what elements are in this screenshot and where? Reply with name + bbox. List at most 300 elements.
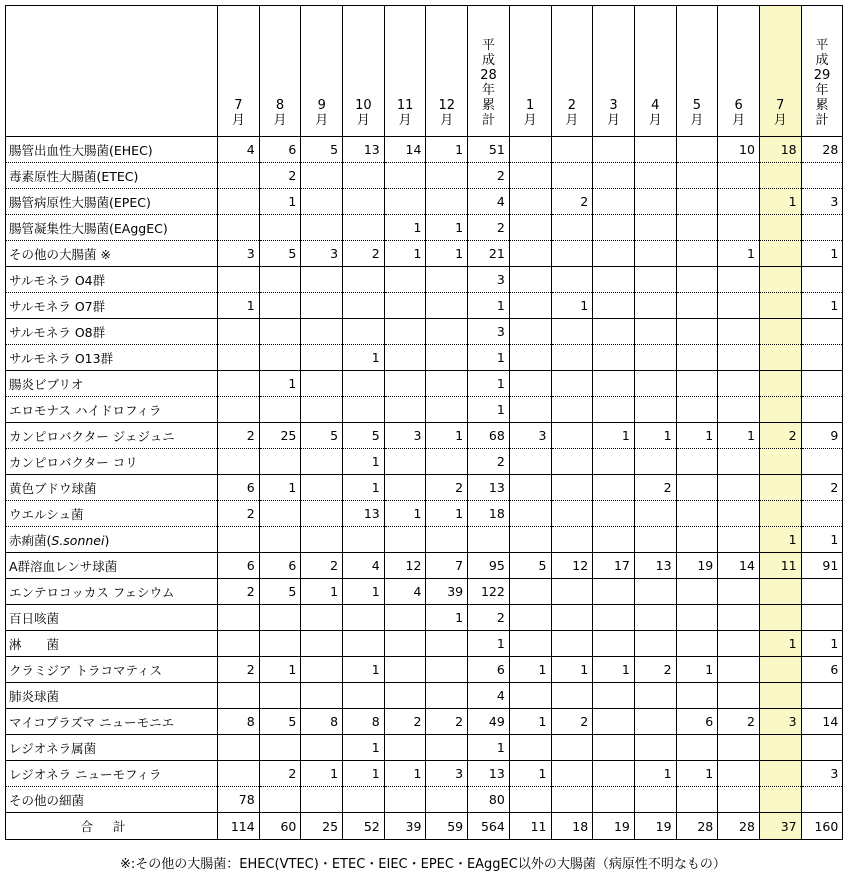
count-cell: 6 [259,553,301,579]
count-cell [676,397,718,423]
count-cell [718,735,760,761]
count-cell [509,631,551,657]
count-cell [759,501,801,527]
count-cell: 21 [468,241,510,267]
count-cell: 6 [218,553,260,579]
count-cell [259,449,301,475]
table-row [6,605,843,631]
count-cell [301,345,343,371]
column-header [384,6,426,137]
count-cell [551,683,593,709]
table-row [6,215,843,241]
count-cell [426,319,468,345]
count-cell: 3 [384,423,426,449]
count-cell [634,605,676,631]
count-cell [593,787,635,813]
column-header-text: 累 [481,98,495,113]
count-cell: 1 [384,761,426,787]
count-cell [759,241,801,267]
count-cell [218,397,260,423]
total-cell: 28 [718,813,760,840]
count-cell [426,631,468,657]
count-cell [426,371,468,397]
column-header-text: 成 [815,53,829,68]
count-cell: 7 [426,553,468,579]
count-cell: 3 [801,761,843,787]
count-cell [718,579,760,605]
column-header [551,6,593,137]
count-cell [551,527,593,553]
total-row [6,813,843,840]
count-cell [718,605,760,631]
column-header [259,6,301,137]
count-cell: 4 [468,683,510,709]
count-cell: 2 [759,423,801,449]
column-header [676,6,718,137]
count-cell: 3 [509,423,551,449]
count-cell [426,163,468,189]
count-cell: 1 [468,631,510,657]
organism-name-text: カンピロバクター コリ [9,454,138,470]
organism-name [6,137,218,163]
count-cell [426,449,468,475]
organism-name-text: カンピロバクター ジェジュニ [9,428,175,444]
count-cell [259,527,301,553]
count-cell: 2 [218,423,260,449]
count-cell: 8 [218,709,260,735]
organism-name-text: サルモネラ O4群 [9,272,106,288]
count-cell [343,787,385,813]
count-cell [759,605,801,631]
count-cell: 1 [801,527,843,553]
count-cell: 2 [801,475,843,501]
count-cell: 1 [468,371,510,397]
count-cell: 1 [759,189,801,215]
column-header-text: 計 [815,113,829,128]
count-cell: 5 [259,579,301,605]
table-row [6,241,843,267]
column-header-text: 月 [273,113,287,128]
count-cell [509,137,551,163]
count-cell [634,579,676,605]
count-cell: 13 [468,761,510,787]
organism-name-text: 肺炎球菌 [9,688,60,704]
count-cell [551,787,593,813]
table-row [6,683,843,709]
count-cell [301,683,343,709]
organism-name-text: 腸炎ビブリオ [9,376,84,392]
count-cell [301,475,343,501]
count-cell: 3 [218,241,260,267]
count-cell [426,397,468,423]
column-header-text: 7 [234,98,243,113]
count-cell [301,267,343,293]
organism-name-text: 百日咳菌 [9,610,60,626]
count-cell [384,397,426,423]
organism-name [6,189,218,215]
organism-name [6,267,218,293]
count-cell: 1 [593,657,635,683]
count-cell [301,631,343,657]
count-cell [301,189,343,215]
count-cell [509,579,551,605]
count-cell [551,631,593,657]
count-cell [801,163,843,189]
count-cell [593,163,635,189]
count-cell [718,397,760,423]
count-cell [593,267,635,293]
count-cell [509,267,551,293]
count-cell [593,241,635,267]
count-cell [301,657,343,683]
count-cell [509,241,551,267]
count-cell [384,631,426,657]
column-header [343,6,385,137]
organism-name [6,683,218,709]
count-cell [259,735,301,761]
count-cell: 5 [259,709,301,735]
count-cell [759,319,801,345]
count-cell: 2 [426,709,468,735]
count-cell [593,293,635,319]
column-header [426,6,468,137]
count-cell [593,371,635,397]
column-header-text: 月 [690,113,704,128]
count-cell [343,527,385,553]
column-header-text: 29 [813,68,831,83]
count-cell [551,319,593,345]
count-cell [759,215,801,241]
total-cell: 19 [593,813,635,840]
footnote: ※:その他の大腸菌：EHEC(VTEC)・ETEC・EIEC・EPEC・EAggEC以外の大腸菌（病原性不明なもの） [120,857,726,872]
count-cell [593,501,635,527]
count-cell [718,475,760,501]
count-cell: 39 [426,579,468,605]
count-cell [218,605,260,631]
count-cell [551,137,593,163]
count-cell [509,189,551,215]
count-cell: 4 [343,553,385,579]
column-header-text: 月 [732,113,746,128]
count-cell [551,475,593,501]
count-cell [301,163,343,189]
count-cell [676,449,718,475]
count-cell [551,345,593,371]
count-cell: 1 [468,293,510,319]
column-header [718,6,760,137]
count-cell [634,137,676,163]
table-row [6,709,843,735]
count-cell [676,319,718,345]
organism-name-text: 腸管出血性大腸菌(EHEC) [9,142,153,158]
count-cell [718,345,760,371]
count-cell [301,527,343,553]
column-header-text: 5 [692,98,702,113]
count-cell: 49 [468,709,510,735]
count-cell [343,683,385,709]
count-cell [426,787,468,813]
count-cell [676,293,718,319]
count-cell: 122 [468,579,510,605]
count-cell [718,163,760,189]
count-cell: 18 [468,501,510,527]
table-row [6,449,843,475]
count-cell: 9 [801,423,843,449]
count-cell: 6 [468,657,510,683]
count-cell: 12 [384,553,426,579]
organism-name [6,371,218,397]
count-cell [259,397,301,423]
total-cell: 11 [509,813,551,840]
column-header-text: 月 [648,113,662,128]
organism-name [6,605,218,631]
count-cell [634,293,676,319]
count-cell [718,631,760,657]
count-cell [718,657,760,683]
total-cell: 39 [384,813,426,840]
count-cell [593,475,635,501]
count-cell [759,293,801,319]
organism-name-text: レジオネラ属菌 [9,740,97,756]
count-cell [301,397,343,423]
table-row [6,631,843,657]
table-row [6,267,843,293]
column-header-text: 28 [480,68,497,83]
count-cell [801,683,843,709]
organism-name-text: マイコプラズマ ニューモニエ [9,714,175,730]
count-cell [259,631,301,657]
count-cell [343,163,385,189]
count-cell: 1 [468,397,510,423]
count-cell [426,735,468,761]
count-cell: 1 [468,735,510,761]
count-cell: 1 [801,241,843,267]
count-cell [676,501,718,527]
count-cell [593,189,635,215]
count-cell [593,605,635,631]
count-cell: 1 [426,423,468,449]
organism-name-text: クラミジア トラコマティス [9,662,162,678]
column-header-text: 月 [440,113,454,128]
count-cell [426,345,468,371]
organism-name [6,657,218,683]
count-cell [676,189,718,215]
count-cell [218,761,260,787]
count-cell [718,319,760,345]
total-cell: 564 [468,813,510,840]
total-cell: 114 [218,813,260,840]
count-cell: 1 [384,215,426,241]
count-cell [718,527,760,553]
count-cell: 2 [468,449,510,475]
count-cell [468,527,510,553]
count-cell [551,761,593,787]
count-cell: 3 [468,267,510,293]
count-cell [759,397,801,423]
count-cell: 78 [218,787,260,813]
count-cell: 6 [801,657,843,683]
count-cell: 1 [593,423,635,449]
count-cell [593,345,635,371]
column-header-text: 6 [734,98,743,113]
count-cell [718,215,760,241]
organism-name-text: ウエルシュ菌 [9,506,84,522]
count-cell [384,345,426,371]
count-cell [801,787,843,813]
count-cell [634,631,676,657]
total-label: 合計 [6,813,218,840]
count-cell [509,735,551,761]
organism-name [6,163,218,189]
column-header-text: 10 [355,98,372,113]
organism-name-text: 腸管凝集性大腸菌(EAggEC) [9,220,168,236]
count-cell [218,735,260,761]
organism-name-text: 淋 菌 [9,636,60,652]
count-cell [301,449,343,475]
column-header-text: 4 [651,98,660,113]
count-cell: 1 [426,137,468,163]
count-cell [509,293,551,319]
count-cell [593,683,635,709]
column-header [801,6,843,137]
count-cell [676,345,718,371]
count-cell: 1 [676,761,718,787]
count-cell [509,475,551,501]
count-cell: 1 [384,501,426,527]
count-cell [676,371,718,397]
organism-species-italic: S.sonnei [51,532,105,548]
count-cell [801,267,843,293]
count-cell: 1 [343,449,385,475]
count-cell [301,735,343,761]
count-cell [384,371,426,397]
organism-name [6,293,218,319]
table-row [6,423,843,449]
table-row [6,319,843,345]
count-cell [301,501,343,527]
count-cell: 1 [676,657,718,683]
count-cell [593,319,635,345]
count-cell [218,267,260,293]
count-cell [301,787,343,813]
count-cell [509,683,551,709]
table-row [6,579,843,605]
organism-name [6,761,218,787]
count-cell: 80 [468,787,510,813]
table-row [6,397,843,423]
count-cell: 1 [801,631,843,657]
organism-name [6,475,218,501]
count-cell [551,163,593,189]
count-cell [634,163,676,189]
count-cell [301,293,343,319]
count-cell [343,319,385,345]
column-header-text: 12 [438,98,456,113]
table-row [6,735,843,761]
count-cell: 2 [468,163,510,189]
count-cell [259,501,301,527]
count-cell [218,683,260,709]
total-cell: 18 [551,813,593,840]
count-cell [384,267,426,293]
count-cell: 1 [801,293,843,319]
count-cell: 25 [259,423,301,449]
count-cell [509,371,551,397]
count-cell [634,709,676,735]
count-cell: 2 [468,605,510,631]
count-cell: 2 [551,189,593,215]
table-row [6,553,843,579]
count-cell: 5 [343,423,385,449]
count-cell [551,267,593,293]
count-cell: 1 [718,423,760,449]
count-cell [259,345,301,371]
count-cell [259,293,301,319]
count-cell [759,579,801,605]
organism-name [6,553,218,579]
column-header-text: 2 [567,98,576,113]
count-cell: 4 [218,137,260,163]
count-cell: 10 [718,137,760,163]
count-cell [718,683,760,709]
count-cell [509,215,551,241]
count-cell [551,449,593,475]
count-cell [759,371,801,397]
count-cell [343,189,385,215]
column-header-text: 月 [565,113,579,128]
column-header [468,6,510,137]
count-cell: 51 [468,137,510,163]
count-cell: 19 [676,553,718,579]
count-cell [634,215,676,241]
count-cell: 2 [218,579,260,605]
count-cell [551,501,593,527]
count-cell: 2 [218,501,260,527]
count-cell: 4 [468,189,510,215]
count-cell [426,527,468,553]
count-cell [384,449,426,475]
count-cell: 12 [551,553,593,579]
count-cell [634,319,676,345]
count-cell: 1 [509,657,551,683]
count-cell: 1 [259,475,301,501]
count-cell: 1 [259,657,301,683]
organism-name [6,397,218,423]
count-cell: 1 [634,761,676,787]
total-cell: 160 [801,813,843,840]
count-cell [634,787,676,813]
count-cell [218,449,260,475]
count-cell [509,449,551,475]
count-cell [426,683,468,709]
column-header [593,6,635,137]
organism-name [6,709,218,735]
total-cell: 37 [759,813,801,840]
count-cell [634,397,676,423]
count-cell: 2 [384,709,426,735]
organism-name-text: その他の大腸菌 ※ [9,246,111,262]
table-row [6,137,843,163]
count-cell [676,787,718,813]
count-cell [676,631,718,657]
organism-name [6,423,218,449]
count-cell [343,605,385,631]
column-header-text: 平 [815,38,829,53]
count-cell: 1 [384,241,426,267]
count-cell [634,501,676,527]
column-header-text: 月 [523,113,537,128]
count-cell [384,293,426,319]
